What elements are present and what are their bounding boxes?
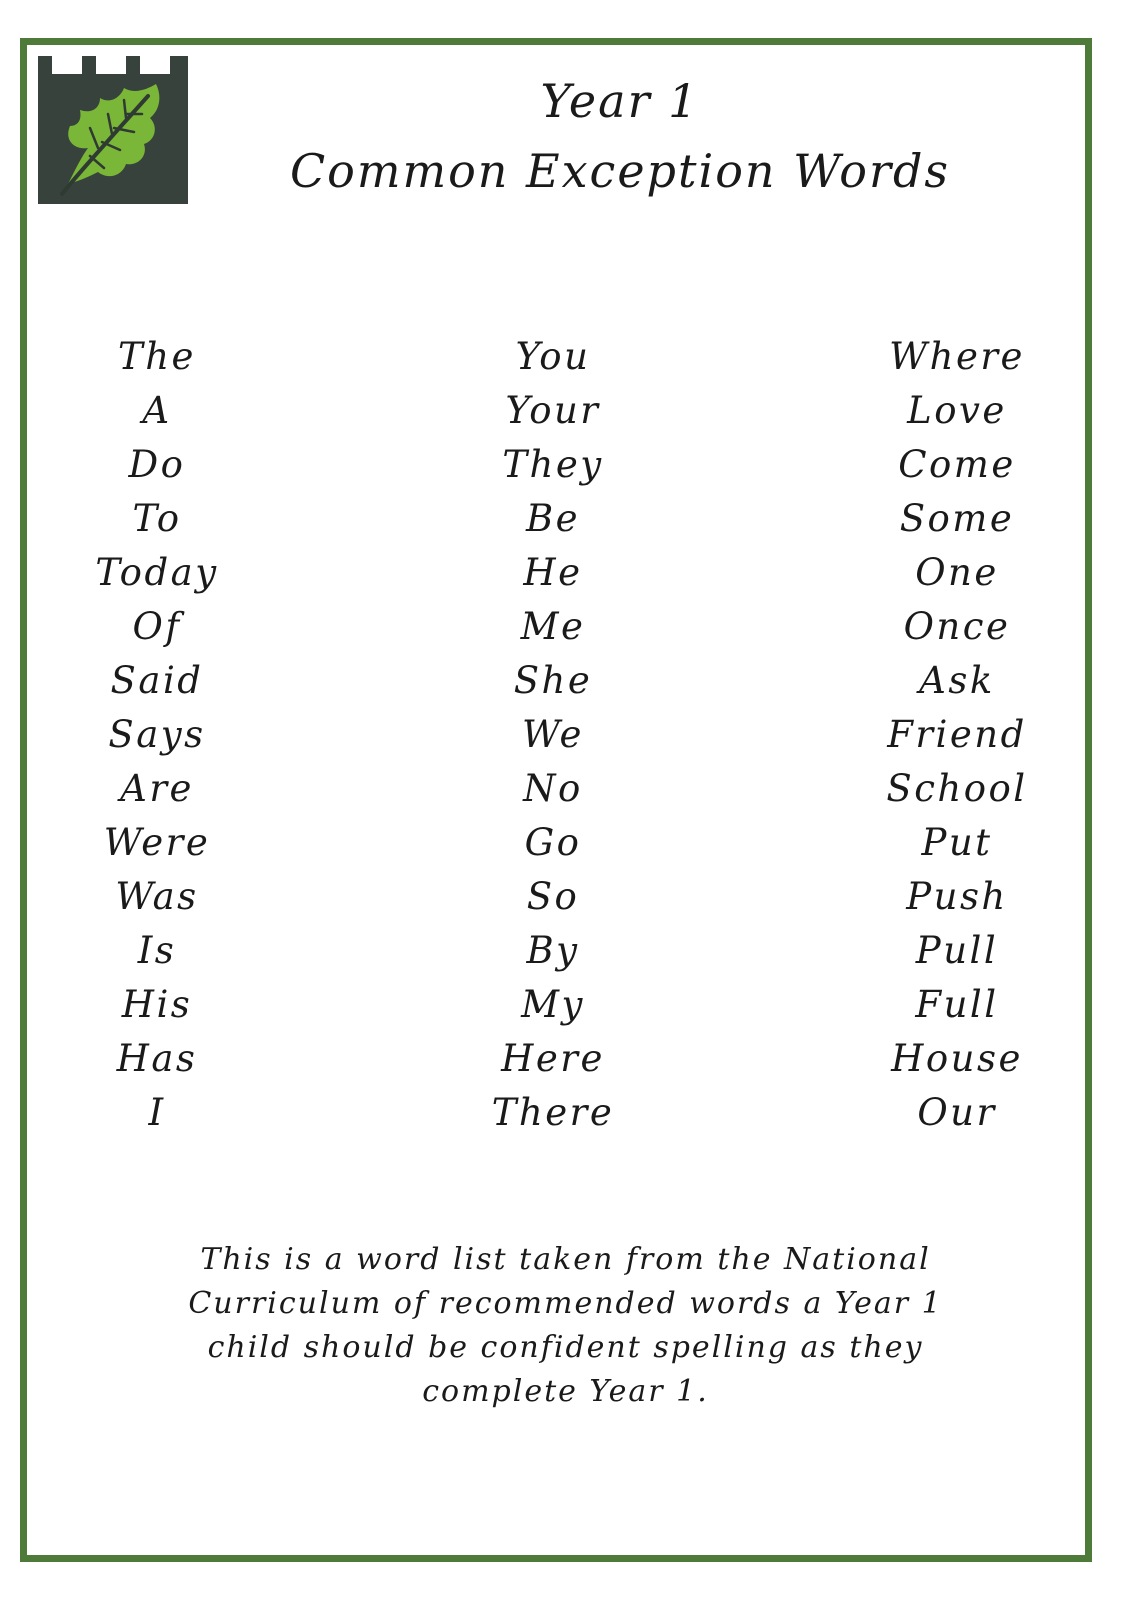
word: To [132,497,182,540]
word: Said [110,659,204,702]
leaf-castle-logo-icon [38,56,188,204]
footer-note [110,1238,1021,1414]
word: The [118,335,196,378]
word: Go [524,821,582,864]
footer-note-line: child should be confident spelling as they [207,1330,924,1365]
title-year: Year 1 [540,74,700,128]
word: One [915,551,999,594]
word: There [491,1091,615,1134]
word: Of [132,605,182,648]
word: Today [95,551,219,594]
word: Ask [919,659,995,702]
word: Has [116,1037,198,1080]
word: Says [108,713,206,756]
word: House [891,1037,1023,1080]
word: Do [128,443,186,486]
word: You [515,335,591,378]
word: Where [889,335,1025,378]
footer-note-line: This is a word list taken from the National [200,1242,931,1277]
word: Are [120,767,194,810]
word: Once [903,605,1011,648]
word: He [523,551,583,594]
word: By [526,929,580,972]
word: No [523,767,583,810]
word: Push [906,875,1008,918]
word: I [148,1091,166,1134]
word: A [142,389,172,432]
word: Was [115,875,199,918]
word: Pull [915,929,999,972]
word: Our [917,1091,997,1134]
word: Come [898,443,1016,486]
word: Me [520,605,586,648]
word: School [886,767,1028,810]
word: My [521,983,585,1026]
page-title [210,66,1030,206]
word: They [502,443,604,486]
word: Be [525,497,581,540]
word-column-1 [17,330,297,1140]
word: Is [137,929,177,972]
word-column-2 [413,330,693,1140]
word: Put [921,821,993,864]
word: Were [103,821,211,864]
footer-note-line: Curriculum of recommended words a Year 1 [188,1286,943,1321]
word-column-3 [817,330,1097,1140]
word: Some [899,497,1015,540]
title-subject: Common Exception Words [289,144,951,198]
word: Here [501,1037,605,1080]
word: Full [915,983,999,1026]
word: Your [505,389,601,432]
word: His [121,983,193,1026]
word: Love [907,389,1007,432]
footer-note-line: complete Year 1. [422,1374,709,1409]
word: So [526,875,580,918]
word: Friend [887,713,1027,756]
word: She [513,659,593,702]
word: We [522,713,584,756]
